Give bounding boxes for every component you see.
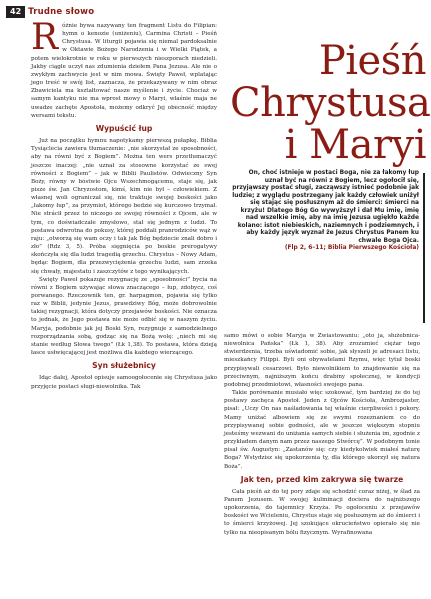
right-column [224,332,420,537]
body-paragraph: Takie porównanie musiało więc szokować, tym bardziej że do tej postawy zachęca Apostoł. Jeden z Ojców Kościoła, Ambrozjaster, pisał: „Uczy On nas naśladowania tej właśnie cierpliwości i pokory. Mamy uniżać albowiem się ze swymi rozeznaniem co do przypisywanej sobie godności, ale w jeszcze większym stopniu jesteśmy wezwani do uniżania samych siebie i służenia im, zgodnie z przykładem danym nam przez naszego Stwórcę”. W podobnym tonie pisał św. Augustyn: „Zastanów się: czy kiedykolwiek miałeś naturę Boga? Wstydzisz się upokorzenia ty, dla którego ukorzył się natura Boża”. [224,390,420,470]
body-paragraph: samo mówi o sobie Maryja w Zwiastowaniu: „oto ja, służebnica-niewolnica Pańska” (Łk 1, 38). Aby zrozumieć ciężar tego stwierdzenia, trzeba uświadomić sobie, jak słyszeli je adresaci listu, mieszkańcy Filippi. Byli oni obywatelami Rzymu, więc tytuł boski przypisywali cesarzowi. Było niewolnikiem to znajdowanie się na przeciwnym, najniższym końcu drabiny społecznej, w kondycji podobnej przedmiotowi, własności swojego pana. [224,333,420,388]
body-paragraph: Święty Paweł pokazuje rezygnację ze „sposobności” bycia na równi z Bogiem używając słowa znaczącego – łup, zdobycz, coś porwanego. Rzeczownik ten, gr. harpagmon, pojawia się tylko raz w Biblii, jedynie Jezus, prawdziwy Bóg, może dobrowolnie takiej rezygnacji, która dotyczy przejawów boskości. Nie oznacza to jednak, że Jego postawa nie może odbić się w naszym życiu. Maryja, podobnie jak jej Boski Syn, rezygnuje z samodzielnego rozporządzania sobą, godząc się na Bożą wolę: „niech mi się stanie według Słowa twego” (Łk 1,38). To postawa, która dzieją łasce usłwięcającej jest możliwa dla każdego wierzącego. [31,276,217,357]
hymn-reference: (Flp 2, 6–11; Biblia Pierwszego Kościoła) [284,245,419,252]
drop-cap: R [31,17,59,58]
title-line-3: i Maryi [284,122,426,168]
title-line-1: Pieśń [318,38,426,84]
hymn-text: On, choć istnieje w postaci Boga, nie za łakomy łup uznał być na równi z Bogiem, lecz ogołocił się, przyjąwszy postać sługi, zacząwszy istnieć podobnie jak ludzie; z wyglądu postrzegany jak każdy człowiek uniżył się stając się posłusznym aż do śmierci: śmierci na krzyżu! Dlatego Bóg Go wywyższył i dał Mu imię, imię nad wszelkie imię, aby na imię Jezusa ugiękło każde kolano: istot niebieskich, naziemnych i podziemnych, i aby każdy język wyznał że Jezus Chrystus Panem ku chwale Boga Ojca. [232,170,419,244]
title-line-2: Chrystusa [230,80,431,126]
body-paragraph: Cała pieśń aż do tej pory zdaje się schodzić coraz niżej, w ślad za Panem Jezusem. W swojej kulminacji dociera do najniższego upokorzenia, do tajemnicy Krzyża. Po ogołoceniu z przejawów boskości we Wcieleniu, Chrystus staje się posłusznym aż do śmierci i to śmierci krzyżowej. Jej szokujące okrucieństwo opierało się nie tylko na nieopisanym bólu fizycznym. Wyrafinowana [224,488,420,536]
subhead-jak-ten: Jak ten, przed kim zakrywa się twarze [240,474,404,484]
subhead-wypuscic-lup: Wypuścić łup [95,123,153,133]
left-column [31,17,217,391]
article-title [230,38,431,168]
page-number: 42 [6,6,25,18]
body-paragraph: Już na początku hymnu napotykamy pierwszą pułapkę. Biblia Tysiąclecia zawiera tłumaczenie: „nie skorzystał ze sposobności, aby na równi być z Bogiem”. Można ten wers przetłumaczyć jeszcze inaczej: „nie uznał za stosowne korzystać ze swej równości z Bogiem” – jak w Biblii Paulistów. Odwieczny Syn Boży, równy w bóstwie Ojcu Wszechmogącemu, staje się, jak pisze św. Jan Chryzostom, kimś, kim nie był – człowiekiem. Z własnej woli ograniczał się, nie traktuje swojej boskości jako „łakomy łup”, za przymiot, którego bedzie się kurczowo trzymał. Nie strácił przez to niczego ze swojej równości z Ojcem, ale w tym, co doświadczałe zmysłowo, stał się jednym z ludzi. To postawa odwrotna do pokusy, której poddali pranrodziców wąż w raju: „otworzą się wam oczy i tak jak Bóg będziecie znali dobro i zło” (Rdz 3, 5). Próba sięgnięcia po boskie prerogatywy skończyła się dla ludzi tragedią grzechu. Chrystus – Nowy Adam, będąc Bogiem, dla przezwyciężenia grzechu ludzi, sam zrzeka się chwały, majestatu i zaszczytów z tego wynikających. [31,138,217,275]
section-title: Trudne słowo [28,7,95,17]
body-paragraph: Idąc dalej, Apostoł opisuje samoogołocenie się Chrystusa jako przyjęcie postaci sługi-niewolnika. Tak [31,375,217,390]
hymn-quote [229,170,419,253]
intro-paragraph [31,17,217,120]
intro-text: óżnie bywa nazywany ten fragment Listu do Filipian: hymn o kenozie (uniżeniu), Carmina Christi – Pieśń Chrystusa. W liturgii pojawia się niemal pardoksalnie w Oktawie Bożego Narodzenia i w Wielki Piątek, a potem wielokrotnie w roku w pierwszych nieszporach niedzieli. Jakby ciągle uczył nas zdumienia dziełem Pana Jezusa. Ale nie o zwykłym zachwycie jest w nim mowa. Święty Paweł, wplatając jego treść w swój list, zaznacza, że przekazywany w nim obraz Zbawiciela ma kształtować nasze myślenie i życie. Chociaż w samym kantyku nie ma wprost mowy o Maryi, właśnie maja ne uwadze zachęte Apostoła, możemy odkryć Jej obecność między wersami tekstu. [31,23,217,119]
subhead-syn-sluzebnicy: Syn służebnicy [92,361,156,371]
quote-bar [423,173,425,323]
